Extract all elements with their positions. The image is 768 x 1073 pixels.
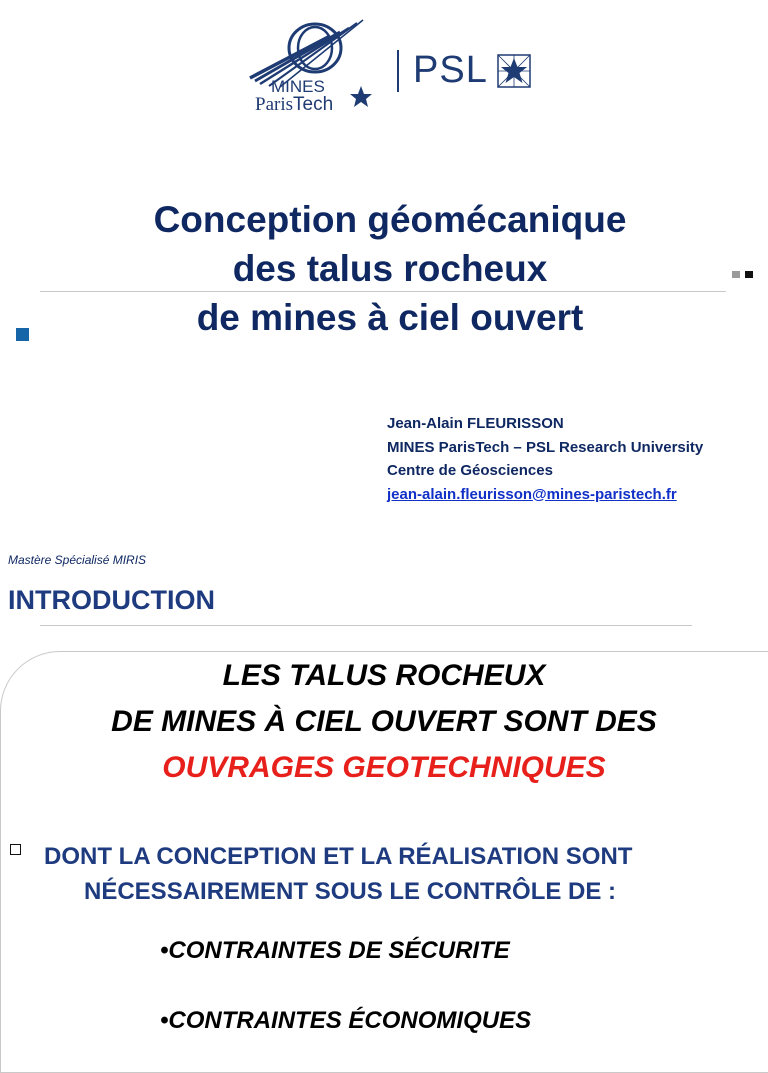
bullet-line-1: DONT LA CONCEPTION ET LA RÉALISATION SONT — [44, 843, 633, 870]
grey-square-decoration — [732, 271, 740, 278]
author-block — [387, 412, 703, 506]
divider-line — [40, 291, 726, 292]
section-title: INTRODUCTION — [8, 585, 215, 615]
course-label: Mastère Spécialisé MIRIS — [8, 553, 147, 567]
black-square-decoration — [745, 271, 753, 278]
title-line-3: de mines à ciel ouvert — [196, 297, 584, 338]
author-email-link[interactable]: jean-alain.fleurisson@mines-paristech.fr — [387, 485, 677, 503]
constraint-item: •CONTRAINTES ÉCONOMIQUES — [160, 1007, 532, 1034]
slide-heading — [0, 653, 768, 791]
logo-separator — [397, 50, 399, 92]
bullet-text — [44, 839, 684, 909]
logo-tech-text: Tech — [293, 94, 334, 115]
title-line-1: Conception géomécanique — [153, 199, 627, 240]
bullet-line-2: NÉCESSAIREMENT SOUS LE CONTRÔLE DE : — [84, 878, 617, 905]
heading-line-3: OUVRAGES GEOTECHNIQUES — [162, 751, 606, 784]
logo-mines-text: MINES — [271, 77, 325, 96]
logo-paris-text: Paris — [255, 94, 293, 115]
heading-line-2: DE MINES À CIEL OUVERT SONT DES — [111, 705, 657, 738]
psl-star-icon — [497, 54, 531, 88]
blue-square-decoration — [16, 328, 29, 341]
slide-title — [60, 195, 720, 342]
author-centre: Centre de Géosciences — [387, 462, 553, 479]
author-affiliation: MINES ParisTech – PSL Research University — [387, 438, 704, 456]
title-line-2: des talus rocheux — [232, 248, 548, 289]
checkbox-bullet-icon — [10, 843, 24, 857]
constraint-item: •CONTRAINTES DE SÉCURITE — [160, 937, 510, 964]
intro-slide — [0, 545, 768, 1034]
author-name: Jean-Alain FLEURISSON — [387, 415, 564, 432]
heading-line-1: LES TALUS ROCHEUX — [222, 659, 546, 692]
divider-line — [40, 625, 692, 626]
logo-area — [245, 18, 545, 123]
mines-paristech-logo — [245, 18, 385, 123]
psl-logo-text: PSL — [413, 49, 488, 91]
